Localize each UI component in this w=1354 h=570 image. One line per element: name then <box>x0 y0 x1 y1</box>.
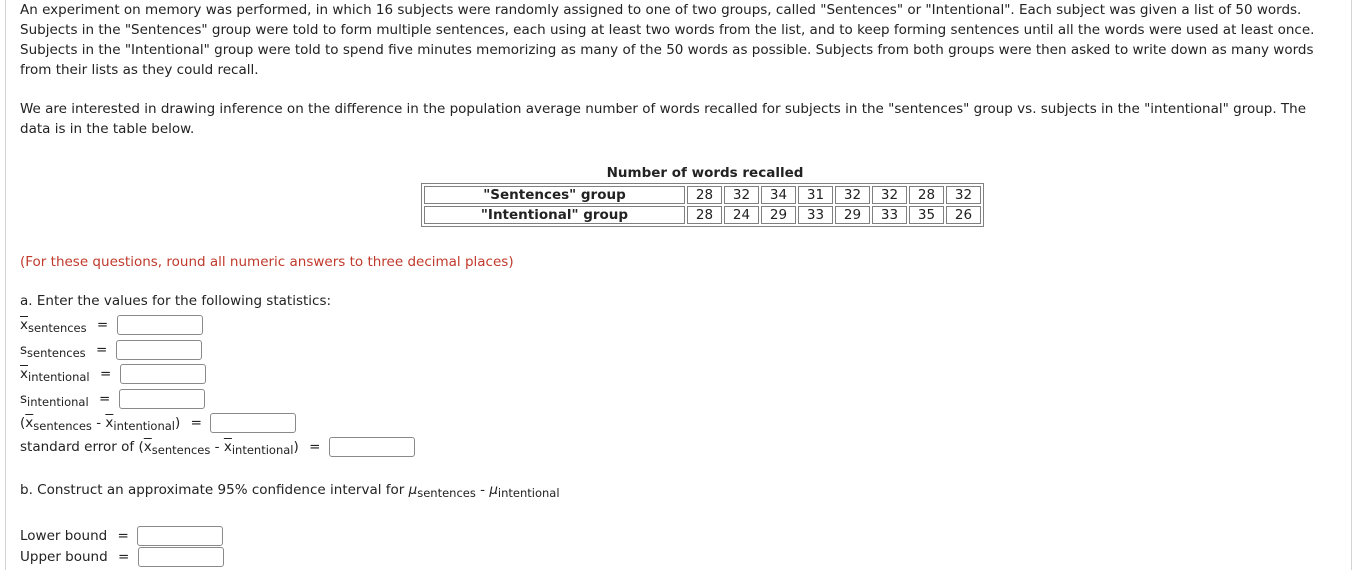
subscript-intentional: intentional <box>113 419 176 433</box>
minus-sign: - <box>480 482 486 498</box>
equals-sign: = <box>98 391 111 407</box>
table-cell: 32 <box>835 186 870 204</box>
se-row <box>20 436 415 458</box>
lower-bound-label: Lower bound <box>20 528 108 544</box>
xbar-symbol: $\overline{x}$ <box>105 415 114 431</box>
table-row <box>424 186 981 204</box>
rounding-note: (For these questions, round all numeric answers to three decimal places) <box>20 254 514 270</box>
table-cell: 29 <box>835 206 870 224</box>
part-a-prompt: a. Enter the values for the following statistics: <box>20 293 332 309</box>
subscript-intentional: intentional <box>231 443 294 457</box>
mu-symbol: μ <box>489 482 498 498</box>
close-paren: ) <box>293 439 299 455</box>
upper-bound-input[interactable] <box>138 547 224 567</box>
subscript-sentences: sentences <box>151 443 211 457</box>
table-cell: 35 <box>909 206 944 224</box>
equals-sign: = <box>309 439 321 455</box>
s-symbol: s <box>20 342 28 358</box>
xbar-intentional-input[interactable] <box>120 364 206 384</box>
xbar-sentences-input[interactable] <box>117 315 203 335</box>
xbar-sentences-row <box>20 314 203 336</box>
xbar-intentional-row <box>20 363 206 385</box>
equals-sign: = <box>95 342 108 358</box>
part-b-prompt <box>20 482 560 500</box>
s-intentional-row <box>20 388 205 410</box>
s-sentences-input[interactable] <box>116 340 202 360</box>
open-paren: ( <box>138 439 144 455</box>
table-cell: 28 <box>687 186 722 204</box>
table-cell: 29 <box>761 206 796 224</box>
subscript-sentences: sentences <box>417 486 476 500</box>
xbar-symbol: $\overline{x}$ <box>143 439 152 455</box>
table-cell: 28 <box>909 186 944 204</box>
upper-bound-row <box>20 546 224 568</box>
close-paren: ) <box>175 415 181 431</box>
equals-sign: = <box>96 317 109 333</box>
table-cell: 32 <box>872 186 907 204</box>
equals-sign: = <box>190 415 202 431</box>
xbar-symbol: $\overline{x}$ <box>20 366 28 382</box>
subscript-intentional: intentional <box>497 486 560 500</box>
subscript-intentional: intentional <box>27 395 89 409</box>
subscript-intentional: intentional <box>28 370 90 384</box>
data-table <box>421 183 984 227</box>
diff-row <box>20 412 296 434</box>
table-cell: 31 <box>798 186 833 204</box>
table-cell: 33 <box>872 206 907 224</box>
table-cell: 32 <box>724 186 759 204</box>
table-cell: 26 <box>946 206 981 224</box>
intro-paragraph-2: We are interested in drawing inference on the difference in the population average number of words recalled for subjects in the "sentences" group vs. subjects in the "intentional" group. The data is in the table below. <box>20 101 1307 137</box>
table-cell: 33 <box>798 206 833 224</box>
table-cell: 32 <box>946 186 981 204</box>
open-paren: ( <box>20 415 26 431</box>
table-cell: 28 <box>687 206 722 224</box>
equals-sign: = <box>99 366 112 382</box>
s-symbol: s <box>20 391 28 407</box>
equals-sign: = <box>117 528 129 544</box>
xbar-symbol: $\overline{x}$ <box>20 317 28 333</box>
row-header: "Intentional" group <box>424 206 685 224</box>
table-cell: 34 <box>761 186 796 204</box>
lower-bound-input[interactable] <box>137 526 223 546</box>
minus-sign: - <box>96 415 102 431</box>
se-label: standard error of <box>20 439 135 455</box>
subscript-sentences: sentences <box>28 321 87 335</box>
table-caption: Number of words recalled <box>606 165 804 181</box>
equals-sign: = <box>117 549 130 565</box>
table-row <box>424 206 981 224</box>
s-intentional-input[interactable] <box>119 389 205 409</box>
upper-bound-label: Upper bound <box>20 549 108 565</box>
xbar-symbol: $\overline{x}$ <box>223 439 232 455</box>
se-input[interactable] <box>329 437 415 457</box>
table-cell: 24 <box>724 206 759 224</box>
lower-bound-row <box>20 525 223 547</box>
subscript-sentences: sentences <box>27 346 86 360</box>
row-header: "Sentences" group <box>424 186 685 204</box>
subscript-sentences: sentences <box>33 419 92 433</box>
xbar-symbol: $\overline{x}$ <box>25 415 34 431</box>
intro-paragraph-1: An experiment on memory was performed, in which 16 subjects were randomly assigned to one of two groups, called "Sentences" or "Intentional". Each subject was given a list of 50 words. Subjects in the "Sentences" group were told to form multiple sentences, each using at least two words from the list, and to keep forming sentences until all the words were used at least once. Subjects in the "Intentional" group were told to spend five minutes memorizing as many of the 50 words as possible. Subjects from both groups were then asked to write down as many words from their lists as they could recall. <box>20 2 1315 78</box>
s-sentences-row <box>20 339 202 361</box>
mu-symbol: μ <box>408 482 418 498</box>
part-b-text: b. Construct an approximate 95% confidence interval for <box>20 482 405 498</box>
diff-input[interactable] <box>210 413 296 433</box>
minus-sign: - <box>214 439 220 455</box>
